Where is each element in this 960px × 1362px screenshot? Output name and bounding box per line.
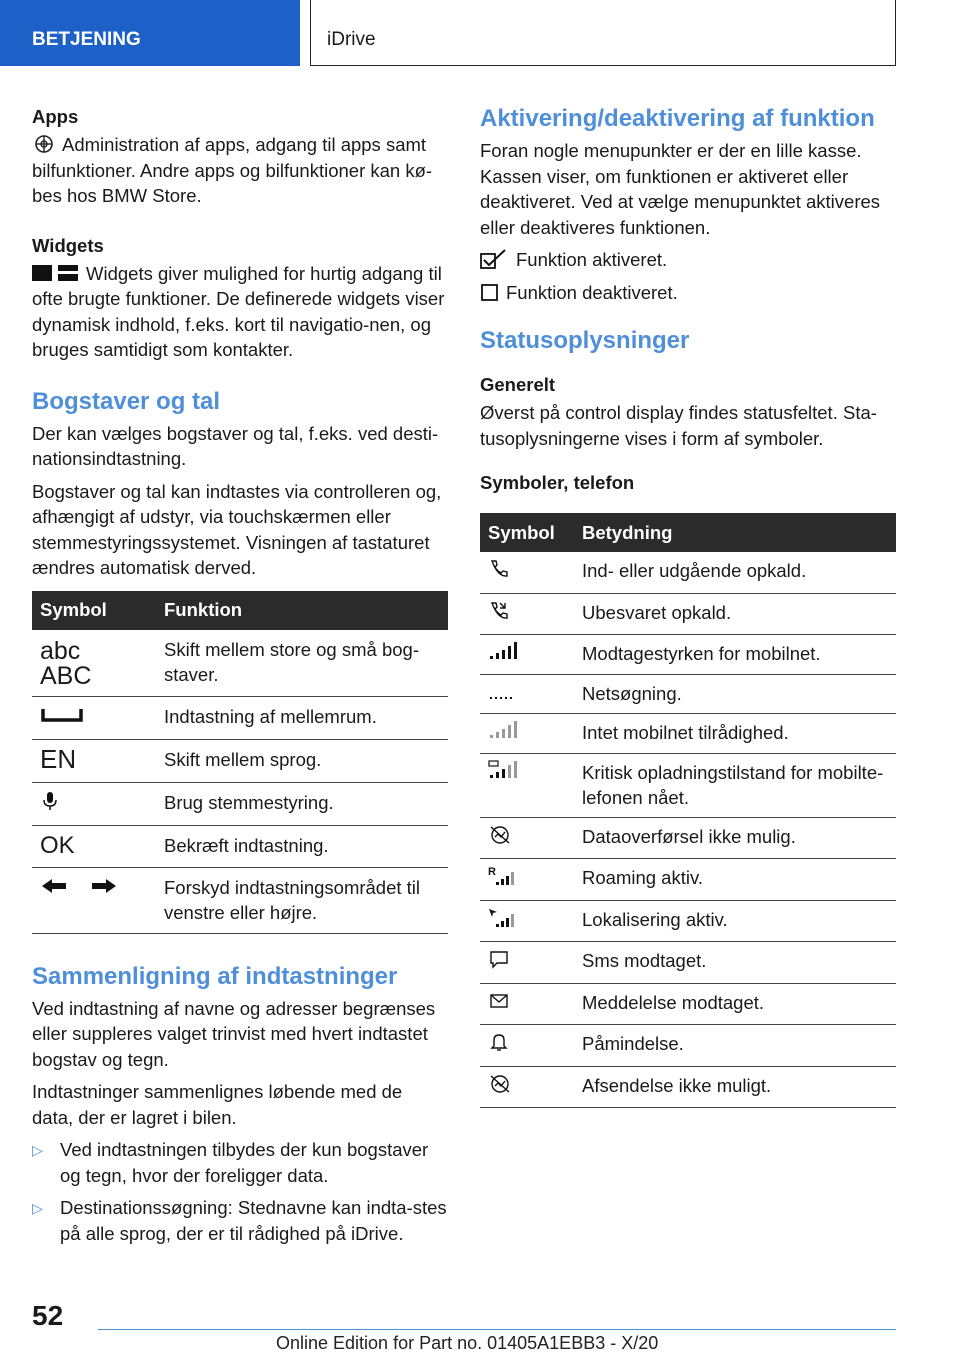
section-tab: BETJENING	[0, 0, 300, 66]
general-heading: Generelt	[480, 374, 556, 395]
sms-icon	[488, 948, 510, 970]
table-row: abc ABC Skift mellem store og små bog-staver.	[32, 630, 448, 697]
checkbox-checked-icon	[480, 249, 510, 269]
table-row: Ind- eller udgående opkald.	[480, 552, 896, 593]
page-header	[0, 0, 960, 66]
compare-paragraph-1: Ved indtastning af navne og adresser begrænses eller suppleres valget trinvist med hvert indtastet bogstav og tegn.	[32, 997, 436, 1070]
checkbox-unchecked-icon	[480, 282, 500, 302]
table-row: Kritisk opladningstilstand for mobilte-lefonen nået.	[480, 753, 896, 817]
col-meaning: Betydning	[574, 513, 896, 552]
table-row: Indtastning af mellemrum.	[32, 696, 448, 740]
widgets-paragraph	[32, 261, 448, 363]
table-row: Dataoverførsel ikke mulig.	[480, 817, 896, 859]
apps-icon	[32, 134, 56, 154]
table-row: Brug stemmestyring.	[32, 782, 448, 826]
letters-paragraph-1: Der kan vælges bogstaver og tal, f.eks. ved desti-nationsindtastning.	[32, 422, 439, 469]
compare-paragraph-2: Indtastninger sammenlignes løbende med de data, der er lagret i bilen.	[32, 1081, 403, 1128]
table-row: Forskyd indtastningsområdet til venstre eller højre.	[32, 867, 448, 933]
apps-text: Administration af apps, adgang til apps samt bilfunktioner. Andre apps og bilfunktioner kan kø-bes hos BMW Store.	[32, 134, 433, 206]
bell-icon	[488, 1031, 510, 1053]
status-heading: Statusoplysninger	[480, 327, 690, 354]
phone-call-icon	[488, 558, 510, 580]
list-item: ▷ Ved indtastningen tilbydes der kun bogstaver og tegn, hvor der foreligger data.	[32, 1137, 448, 1188]
table-row: Afsendelse ikke muligt.	[480, 1066, 896, 1108]
ok-symbol: OK	[40, 832, 75, 859]
left-right-arrows-icon	[40, 875, 118, 897]
table-row: R Roaming aktiv.	[480, 859, 896, 901]
activation-paragraph: Foran nogle menupunkter er der en lille kasse. Kassen viser, om funktionen er aktiveret eller deaktiveret. Ved at vælge menupunktet aktiveres eller deaktiveres funktionen.	[480, 140, 881, 238]
table-row: OK Bekræft indtastning.	[32, 826, 448, 868]
general-paragraph: Øverst på control display findes statusfeltet. Sta-tusoplysningerne vises i form af symboler.	[480, 402, 877, 449]
activation-heading: Aktivering/deaktivering af funktion	[480, 105, 875, 132]
letters-paragraph-2: Bogstaver og tal kan indtastes via controlleren og, afhængigt af udstyr, via touchskærmen eller stemmestyringssystemet. Visningen af tastaturet ændres automatisk derved.	[32, 480, 442, 578]
widgets-text: Widgets giver mulighed for hurtig adgang til ofte brugte funktioner. De definerede widgets viser dynamisk indhold, f.eks. kort til navigatio-nen, og bruges samtidigt som kontakter.	[32, 262, 445, 360]
apps-paragraph	[32, 132, 448, 209]
edition-text: Online Edition for Part no. 01405A1EBB3 - X/20	[276, 1333, 659, 1353]
location-signal-icon	[488, 907, 518, 929]
chapter-title: iDrive	[310, 0, 896, 66]
phone-heading: Symboler, telefon	[480, 472, 635, 493]
unchecked-line: Funktion deaktiveret.	[480, 280, 896, 306]
col-symbol: Symbol	[480, 513, 574, 552]
case-symbol: abc ABC	[40, 636, 92, 690]
battery-low-signal-icon	[488, 760, 518, 780]
language-symbol: EN	[40, 744, 77, 774]
footer-divider	[98, 1329, 896, 1330]
table-row: Intet mobilnet tilrådighed.	[480, 714, 896, 754]
mail-icon	[488, 990, 510, 1012]
right-column	[480, 104, 896, 1108]
page-number: 52	[32, 1300, 64, 1331]
table-row: Modtagestyrken for mobilnet.	[480, 635, 896, 675]
left-column	[32, 104, 448, 1253]
table-row: Lokalisering aktiv.	[480, 900, 896, 942]
table-row: Påmindelse.	[480, 1025, 896, 1067]
letters-table	[32, 591, 448, 934]
signal-strength-icon	[488, 641, 518, 661]
phone-symbols-table	[480, 513, 896, 1108]
network-search-icon	[488, 681, 518, 701]
widgets-heading: Widgets	[32, 234, 104, 256]
table-header-row	[32, 591, 448, 630]
compare-heading: Sammenligning af indtastninger	[32, 962, 398, 990]
checked-line: Funktion aktiveret.	[480, 247, 896, 273]
table-row: Netsøgning.	[480, 674, 896, 714]
list-item: ▷ Destinationssøgning: Stednavne kan indta-stes på alle sprog, der er til rådighed på iDrive.	[32, 1195, 448, 1246]
widgets-icon	[32, 263, 80, 283]
missed-call-icon	[488, 600, 510, 622]
table-row: EN Skift mellem sprog.	[32, 740, 448, 783]
no-data-icon	[488, 824, 512, 846]
space-bar-icon	[40, 704, 84, 726]
col-symbol: Symbol	[32, 591, 156, 630]
svg-text:R: R	[488, 866, 496, 878]
no-signal-icon	[488, 720, 518, 740]
microphone-icon	[40, 790, 60, 812]
table-header-row	[480, 513, 896, 552]
table-row: Ubesvaret opkald.	[480, 593, 896, 635]
col-function: Funktion	[156, 591, 448, 630]
send-failed-icon	[488, 1073, 512, 1095]
table-row: Meddelelse modtaget.	[480, 983, 896, 1025]
letters-heading: Bogstaver og tal	[32, 387, 221, 415]
apps-heading: Apps	[32, 106, 79, 127]
table-row: Sms modtaget.	[480, 942, 896, 984]
triangle-bullet-icon: ▷	[32, 1142, 43, 1158]
roaming-icon	[488, 865, 518, 887]
triangle-bullet-icon: ▷	[32, 1200, 43, 1216]
